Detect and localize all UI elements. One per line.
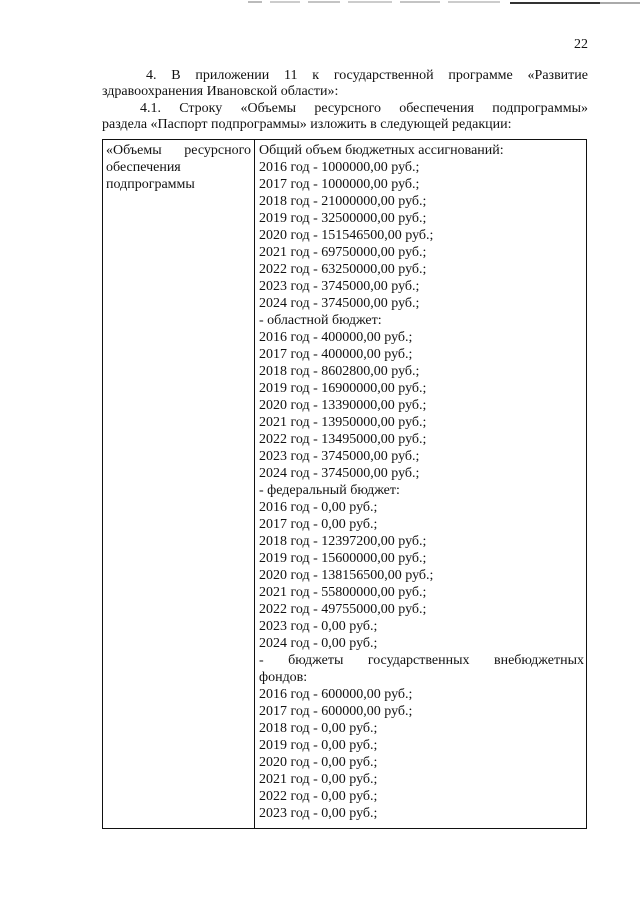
right-line: 2020 год - 138156500,00 руб.;	[259, 568, 434, 583]
funds-heading-word-3: внебюджетных	[493, 653, 584, 668]
funds-heading-line	[259, 652, 584, 669]
right-line: 2020 год - 0,00 руб.;	[259, 755, 378, 770]
table-left-cell	[103, 140, 255, 828]
right-line: 2022 год - 0,00 руб.;	[259, 789, 378, 804]
right-line: фондов:	[259, 670, 308, 685]
right-line: 2019 год - 16900000,00 руб.;	[259, 381, 427, 396]
right-line: 2018 год - 21000000,00 руб.;	[259, 194, 427, 209]
right-line: 2017 год - 0,00 руб.;	[259, 517, 378, 532]
right-line: 2017 год - 1000000,00 руб.;	[259, 177, 420, 192]
left-cell-word-1: «Объемы	[106, 143, 162, 158]
right-line: 2017 год - 400000,00 руб.;	[259, 347, 413, 362]
right-line: 2021 год - 69750000,00 руб.;	[259, 245, 427, 260]
right-line: 2024 год - 3745000,00 руб.;	[259, 466, 420, 481]
right-line: 2022 год - 13495000,00 руб.;	[259, 432, 427, 447]
right-line: 2024 год - 0,00 руб.;	[259, 636, 378, 651]
scan-artifact-marks	[0, 0, 640, 8]
funds-heading-word-2: государственных	[367, 653, 470, 668]
paragraph-4-1-line-2: раздела «Паспорт подпрограммы» изложить в следующей редакции:	[102, 117, 512, 132]
funds-heading-dash: -	[259, 653, 264, 668]
right-line: - областной бюджет:	[259, 313, 382, 328]
right-line: 2022 год - 63250000,00 руб.;	[259, 262, 427, 277]
right-line: 2018 год - 0,00 руб.;	[259, 721, 378, 736]
right-line: 2016 год - 400000,00 руб.;	[259, 330, 413, 345]
right-line: 2019 год - 15600000,00 руб.;	[259, 551, 427, 566]
funds-heading-word-1: бюджеты	[288, 653, 344, 668]
right-line: 2016 год - 0,00 руб.;	[259, 500, 378, 515]
right-line: Общий объем бюджетных ассигнований:	[259, 143, 504, 158]
right-line: 2023 год - 3745000,00 руб.;	[259, 449, 420, 464]
left-cell-line-1	[106, 142, 251, 159]
paragraph-4-line-2: здравоохранения Ивановской области»:	[102, 84, 339, 99]
table-right-cell	[255, 140, 586, 828]
right-line: 2019 год - 32500000,00 руб.;	[259, 211, 427, 226]
right-line: 2017 год - 600000,00 руб.;	[259, 704, 413, 719]
right-line: 2021 год - 0,00 руб.;	[259, 772, 378, 787]
right-line: 2023 год - 0,00 руб.;	[259, 806, 378, 821]
paragraph-4	[102, 68, 588, 100]
right-line: 2020 год - 151546500,00 руб.;	[259, 228, 434, 243]
right-line: 2021 год - 13950000,00 руб.;	[259, 415, 427, 430]
paragraph-4-1-line-1: 4.1. Строку «Объемы ресурсного обеспечения подпрограммы»	[140, 101, 588, 116]
page-number: 22	[574, 37, 588, 52]
left-cell-word-2: ресурсного	[184, 143, 251, 158]
right-line: 2018 год - 8602800,00 руб.;	[259, 364, 420, 379]
paragraph-4-1	[102, 101, 588, 133]
paragraph-4-line-1: 4. В приложении 11 к государственной программе «Развитие	[146, 68, 588, 83]
right-line: - федеральный бюджет:	[259, 483, 400, 498]
resource-table	[102, 139, 587, 829]
right-line: 2023 год - 0,00 руб.;	[259, 619, 378, 634]
right-line: 2024 год - 3745000,00 руб.;	[259, 296, 420, 311]
left-cell-line-2: обеспечения	[106, 160, 181, 175]
right-line: 2018 год - 12397200,00 руб.;	[259, 534, 427, 549]
right-line: 2020 год - 13390000,00 руб.;	[259, 398, 427, 413]
right-line: 2022 год - 49755000,00 руб.;	[259, 602, 427, 617]
right-line: 2021 год - 55800000,00 руб.;	[259, 585, 427, 600]
right-line: 2023 год - 3745000,00 руб.;	[259, 279, 420, 294]
right-line: 2019 год - 0,00 руб.;	[259, 738, 378, 753]
right-line: 2016 год - 600000,00 руб.;	[259, 687, 413, 702]
right-line: 2016 год - 1000000,00 руб.;	[259, 160, 420, 175]
left-cell-line-3: подпрограммы	[106, 177, 195, 192]
